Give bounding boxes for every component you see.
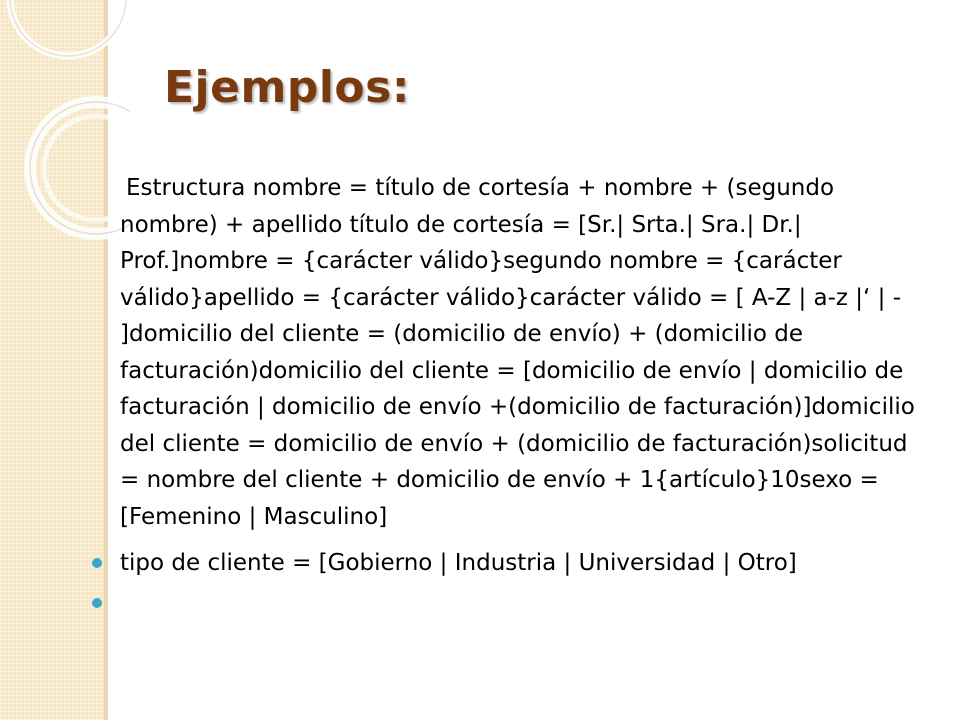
list-item xyxy=(92,545,922,581)
definition-paragraph: Estructura nombre = título de cortesía + nombre + (segundo nombre) + apellido título de cortesía = [Sr.| Srta.| Sra.| Dr.| Prof.]nombre = {carácter válido}segundo nombre = {carácter válido}apellido = {carácter válido}carácter válido = [ A-Z | a-z |‘ | - ]domicilio del cliente = (domicilio de envío) + (domicilio de facturación)domicilio del cliente = [domicilio de envío | domicilio de facturación | domicilio de envío +(domicilio de facturación)]domicilio del cliente = domicilio de envío + (domicilio de facturación)solicitud = nombre del cliente + domicilio de envío + 1{artículo}10sexo = [Femenino | Masculino] xyxy=(120,175,915,530)
slide-title: Ejemplos: xyxy=(164,62,410,113)
content-list xyxy=(92,170,922,621)
list-item-empty xyxy=(92,585,922,621)
bullet-icon xyxy=(92,598,102,608)
list-item-text: tipo de cliente = [Gobierno | Industria | Universidad | Otro] xyxy=(120,550,797,576)
bullet-icon xyxy=(92,558,102,568)
